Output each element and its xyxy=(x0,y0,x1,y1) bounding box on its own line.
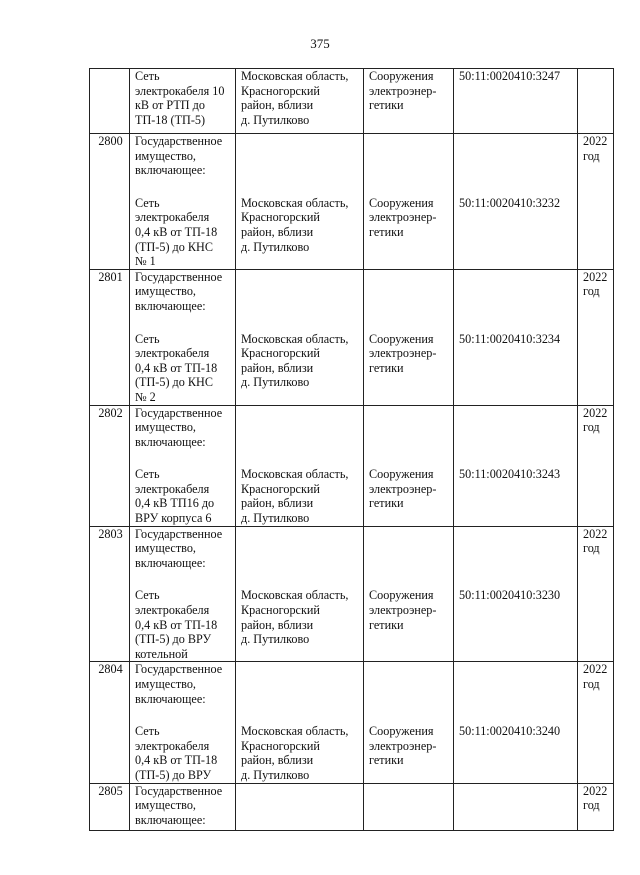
row-number: 2801 xyxy=(98,269,123,284)
address-line: район, вблизи xyxy=(241,360,314,375)
year-cell xyxy=(578,69,614,134)
object-name-line: ВРУ корпуса 6 xyxy=(135,511,212,526)
year-line: 2022 xyxy=(583,269,608,284)
object-name-line: Сеть xyxy=(135,331,160,346)
group-header-line: включающее: xyxy=(135,434,206,449)
cadastral-number-cell xyxy=(454,526,578,662)
group-header-line: включающее: xyxy=(135,555,206,570)
address-cell xyxy=(236,69,364,134)
object-name-cell xyxy=(130,69,236,134)
group-header xyxy=(135,134,232,178)
address-line: д. Путилково xyxy=(241,375,310,390)
year-line: 2022 xyxy=(583,134,608,148)
address-line: д. Путилково xyxy=(241,632,310,647)
group-header-line: Государственное xyxy=(135,269,223,284)
object-type-line: Сооружения xyxy=(369,467,434,482)
cell-spacer xyxy=(369,662,450,724)
object-name xyxy=(135,724,232,782)
year-cell xyxy=(578,405,614,526)
object-name-line: 0,4 кВ от ТП-18 xyxy=(135,753,218,768)
group-header-line: включающее: xyxy=(135,298,206,313)
cadastral-number-cell xyxy=(454,69,578,134)
year-line: 2022 xyxy=(583,526,608,541)
year-line: год xyxy=(583,677,600,692)
group-header-line: Государственное xyxy=(135,526,223,541)
cadastral-number: 50:11:0020410:3230 xyxy=(459,588,561,603)
address-line: Московская область, xyxy=(241,724,349,739)
group-header-line: включающее: xyxy=(135,163,206,178)
address-line: Красногорский xyxy=(241,481,320,496)
cell-spacer xyxy=(459,527,574,589)
group-header xyxy=(135,270,232,314)
cell-spacer xyxy=(241,662,360,724)
address-line: район, вблизи xyxy=(241,224,314,239)
object-name-line: электрокабеля xyxy=(135,210,210,225)
group-header-line: Государственное xyxy=(135,783,223,798)
object-name-line: (ТП-5) до КНС xyxy=(135,375,213,390)
cadastral-number-cell xyxy=(454,134,578,270)
group-header-line: Государственное xyxy=(135,662,223,677)
cell-spacer xyxy=(369,270,450,332)
object-name-cell xyxy=(130,662,236,783)
object-name-line: 0,4 кВ от ТП-18 xyxy=(135,360,218,375)
cell-spacer xyxy=(459,662,574,724)
object-name-line: ТП-18 (ТП-5) xyxy=(135,112,206,127)
group-header xyxy=(135,406,232,450)
address-cell xyxy=(236,783,364,830)
object-type-line: гетики xyxy=(369,360,404,375)
address-line: Московская область, xyxy=(241,588,349,603)
cell-spacer xyxy=(241,527,360,589)
cell-spacer xyxy=(459,134,574,196)
object-type-cell xyxy=(364,783,454,830)
object-name xyxy=(135,196,232,269)
object-name-cell xyxy=(130,134,236,270)
object-name-line: Сеть xyxy=(135,467,160,482)
group-header-line: имущество, xyxy=(135,420,196,435)
cadastral-number: 50:11:0020410:3232 xyxy=(459,195,561,210)
address-line: Красногорский xyxy=(241,83,320,98)
group-header-line: имущество, xyxy=(135,798,196,813)
row-number-cell xyxy=(90,526,130,662)
year-line: год xyxy=(583,798,600,813)
row-number: 2802 xyxy=(98,405,123,420)
address-line: Московская область, xyxy=(241,467,349,482)
cadastral-number-cell xyxy=(454,783,578,830)
year-line: год xyxy=(583,420,600,435)
object-name-cell xyxy=(130,405,236,526)
year-cell xyxy=(578,526,614,662)
object-type-line: электроэнер- xyxy=(369,603,437,618)
group-header-line: имущество, xyxy=(135,677,196,692)
address-line: район, вблизи xyxy=(241,617,314,632)
registry-row xyxy=(90,526,614,662)
group-header-line: имущество, xyxy=(135,148,196,163)
address-line: Красногорский xyxy=(241,210,320,225)
cell-spacer xyxy=(241,134,360,196)
registry-row xyxy=(90,783,614,830)
object-type-line: Сооружения xyxy=(369,724,434,739)
cell-spacer xyxy=(369,406,450,468)
address-line: Московская область, xyxy=(241,195,349,210)
registry-row xyxy=(90,662,614,783)
object-type-cell xyxy=(364,269,454,405)
cadastral-number: 50:11:0020410:3240 xyxy=(459,724,561,739)
row-number: 2803 xyxy=(98,526,123,541)
object-type-line: Сооружения xyxy=(369,331,434,346)
object-type-line: электроэнер- xyxy=(369,83,437,98)
object-type-line: электроэнер- xyxy=(369,738,437,753)
object-type-line: гетики xyxy=(369,98,404,113)
object-type-line: Сооружения xyxy=(369,195,434,210)
object-type-cell xyxy=(364,662,454,783)
registry-row xyxy=(90,405,614,526)
group-header xyxy=(135,527,232,571)
object-type-line: электроэнер- xyxy=(369,481,437,496)
year-cell xyxy=(578,662,614,783)
year-line: год xyxy=(583,284,600,299)
group-header-line: имущество, xyxy=(135,541,196,556)
address-cell xyxy=(236,269,364,405)
object-type-line: Сооружения xyxy=(369,69,434,83)
address-line: д. Путилково xyxy=(241,768,310,782)
row-number: 2800 xyxy=(98,134,123,148)
year-line: 2022 xyxy=(583,783,608,798)
object-type-line: электроэнер- xyxy=(369,210,437,225)
object-name-line: 0,4 кВ от ТП-18 xyxy=(135,224,218,239)
year-line: 2022 xyxy=(583,405,608,420)
address-cell xyxy=(236,662,364,783)
row-number-cell xyxy=(90,134,130,270)
address-line: д. Путилково xyxy=(241,511,310,526)
object-name-line: (ТП-5) до КНС xyxy=(135,239,213,254)
continuation-row xyxy=(90,69,614,134)
row-number: 2804 xyxy=(98,662,123,677)
row-number: 2805 xyxy=(98,783,123,798)
object-name xyxy=(135,467,232,525)
object-name-line: № 1 xyxy=(135,254,156,269)
object-name-cell xyxy=(130,526,236,662)
cadastral-number: 50:11:0020410:3243 xyxy=(459,467,561,482)
row-number-cell xyxy=(90,662,130,783)
cadastral-number-cell xyxy=(454,662,578,783)
cell-spacer xyxy=(459,406,574,468)
cell-spacer xyxy=(241,406,360,468)
object-name xyxy=(135,588,232,661)
group-header-line: имущество, xyxy=(135,284,196,299)
object-name-line: 0,4 кВ ТП16 до xyxy=(135,496,215,511)
address-line: Московская область, xyxy=(241,331,349,346)
cadastral-number: 50:11:0020410:3234 xyxy=(459,331,561,346)
group-header-line: включающее: xyxy=(135,691,206,706)
object-name-line: Сеть xyxy=(135,69,160,83)
address-line: д. Путилково xyxy=(241,239,310,254)
cadastral-number-cell xyxy=(454,405,578,526)
object-name-line: (ТП-5) до ВРУ xyxy=(135,767,212,782)
address-cell xyxy=(236,526,364,662)
address-line: Красногорский xyxy=(241,603,320,618)
cell-spacer xyxy=(459,270,574,332)
address-line: район, вблизи xyxy=(241,496,314,511)
group-header xyxy=(135,662,232,706)
year-line: 2022 xyxy=(583,662,608,677)
object-name-line: электрокабеля xyxy=(135,603,210,618)
address-line: Красногорский xyxy=(241,346,320,361)
object-type-line: Сооружения xyxy=(369,588,434,603)
address-line: Московская область, xyxy=(241,69,349,83)
group-header-line: Государственное xyxy=(135,405,223,420)
address-cell xyxy=(236,405,364,526)
object-name-cell xyxy=(130,269,236,405)
address-line: д. Путилково xyxy=(241,112,310,127)
group-header-line: включающее: xyxy=(135,812,206,827)
year-cell xyxy=(578,269,614,405)
object-type-cell xyxy=(364,134,454,270)
object-type-cell xyxy=(364,69,454,134)
object-name-line: котельной xyxy=(135,646,188,661)
row-number-cell xyxy=(90,269,130,405)
year-line: год xyxy=(583,541,600,556)
cell-spacer xyxy=(241,270,360,332)
cell-spacer xyxy=(369,134,450,196)
object-name-line: электрокабеля xyxy=(135,481,210,496)
object-name-line: Сеть xyxy=(135,588,160,603)
property-registry-table xyxy=(89,68,614,831)
cadastral-number-cell xyxy=(454,269,578,405)
year-cell xyxy=(578,134,614,270)
year-line: год xyxy=(583,148,600,163)
address-line: район, вблизи xyxy=(241,753,314,768)
object-name-line: электрокабеля xyxy=(135,346,210,361)
group-header-line: Государственное xyxy=(135,134,223,148)
object-name-line: (ТП-5) до ВРУ xyxy=(135,632,212,647)
object-type-line: гетики xyxy=(369,617,404,632)
object-name-cell xyxy=(130,783,236,830)
registry-row xyxy=(90,134,614,270)
object-name-line: № 2 xyxy=(135,389,156,404)
object-name-line: электрокабеля 10 xyxy=(135,83,225,98)
cell-spacer xyxy=(369,527,450,589)
registry-row xyxy=(90,269,614,405)
object-type-cell xyxy=(364,526,454,662)
object-type-line: гетики xyxy=(369,753,404,768)
row-number-cell xyxy=(90,405,130,526)
address-line: Красногорский xyxy=(241,738,320,753)
object-name-line: кВ от РТП до xyxy=(135,98,205,113)
cadastral-number: 50:11:0020410:3247 xyxy=(459,69,561,83)
object-name-line: Сеть xyxy=(135,195,160,210)
object-type-cell xyxy=(364,405,454,526)
address-line: район, вблизи xyxy=(241,98,314,113)
object-type-line: гетики xyxy=(369,224,404,239)
row-number-cell xyxy=(90,69,130,134)
object-name-line: 0,4 кВ от ТП-18 xyxy=(135,617,218,632)
address-cell xyxy=(236,134,364,270)
object-name-line: электрокабеля xyxy=(135,738,210,753)
object-type-line: гетики xyxy=(369,496,404,511)
object-type-line: электроэнер- xyxy=(369,346,437,361)
year-cell xyxy=(578,783,614,830)
object-name-line: Сеть xyxy=(135,724,160,739)
object-name xyxy=(135,332,232,405)
page-number: 375 xyxy=(310,36,330,51)
row-number-cell xyxy=(90,783,130,830)
